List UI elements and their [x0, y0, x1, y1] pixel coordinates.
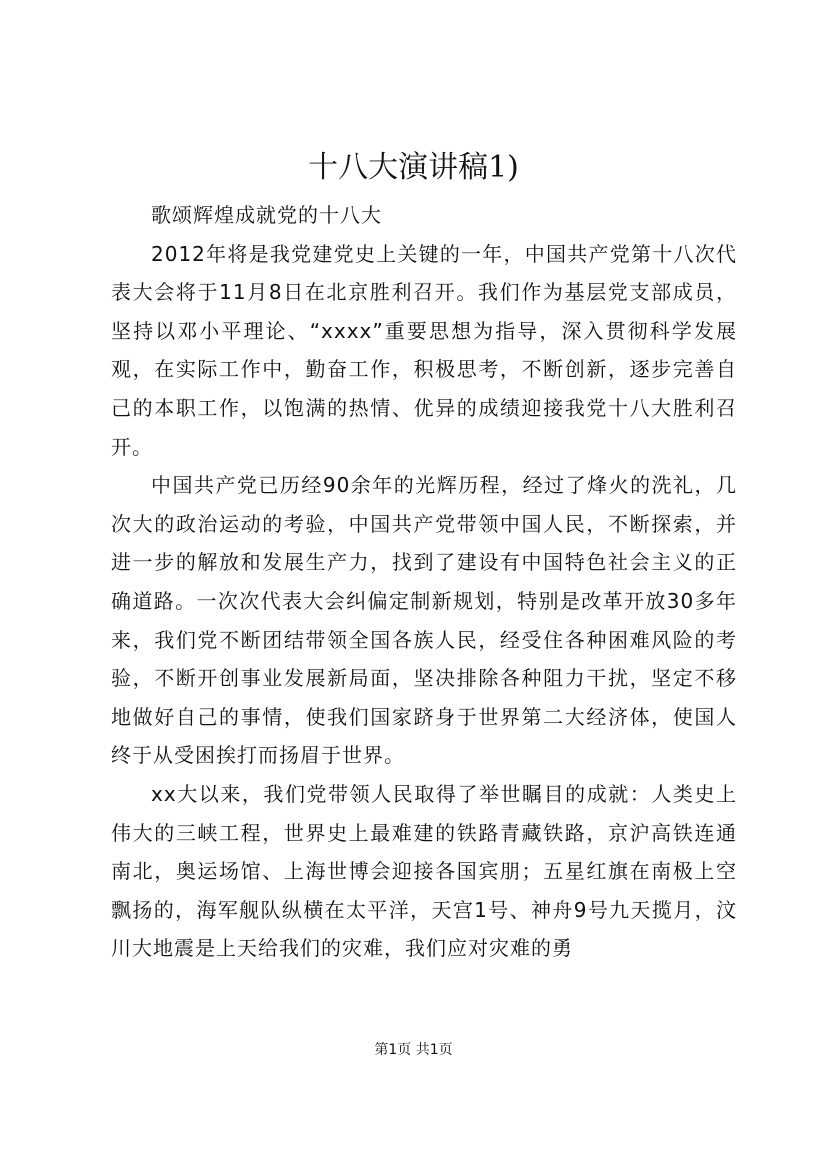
paragraph-1: 2012年将是我党建党史上关键的一年，中国共产党第十八次代表大会将于11月8日在北京胜利召开。我们作为基层党支部成员，坚持以邓小平理论、“xxxx”重要思想为指导，深入贯彻科学发展观，在实际工作中，勤奋工作，积极思考，不断创新，逐步完善自己的本职工作，以饱满的热情、优异的成绩迎接我党十八大胜利召开。	[111, 241, 737, 459]
page-footer: 第1页 共1页	[374, 1042, 453, 1058]
paragraph-2: 中国共产党已历经90余年的光辉历程，经过了烽火的洗礼，几次大的政治运动的考验，中国共产党带领中国人民，不断探索，并进一步的解放和发展生产力，找到了建设有中国特色社会主义的正确道路。一次次代表大会纠偏定制新规划，特别是改革开放30多年来，我们党不断团结带领全国各族人民，经受住各种困难风险的考验，不断开创事业发展新局面，坚决排除各种阻力干扰，坚定不移地做好自己的事情，使我们国家跻身于世界第二大经济体，使国人终于从受困挨打而扬眉于世界。	[111, 473, 737, 768]
document-title: 十八大演讲稿1)	[308, 150, 519, 185]
document-subtitle: 歌颂辉煌成就党的十八大	[151, 203, 382, 227]
paragraph-3: xx大以来，我们党带领人民取得了举世瞩目的成就：人类史上伟大的三峡工程，世界史上最难建的铁路青藏铁路，京沪高铁连通南北，奥运场馆、上海世博会迎接各国宾朋；五星红旗在南极上空飘扬的，海军舰队纵横在太平洋，天宫1号、神舟9号九天揽月，汶川大地震是上天给我们的灾难，我们应对灾难的勇	[111, 781, 737, 961]
document-body	[111, 196, 737, 968]
